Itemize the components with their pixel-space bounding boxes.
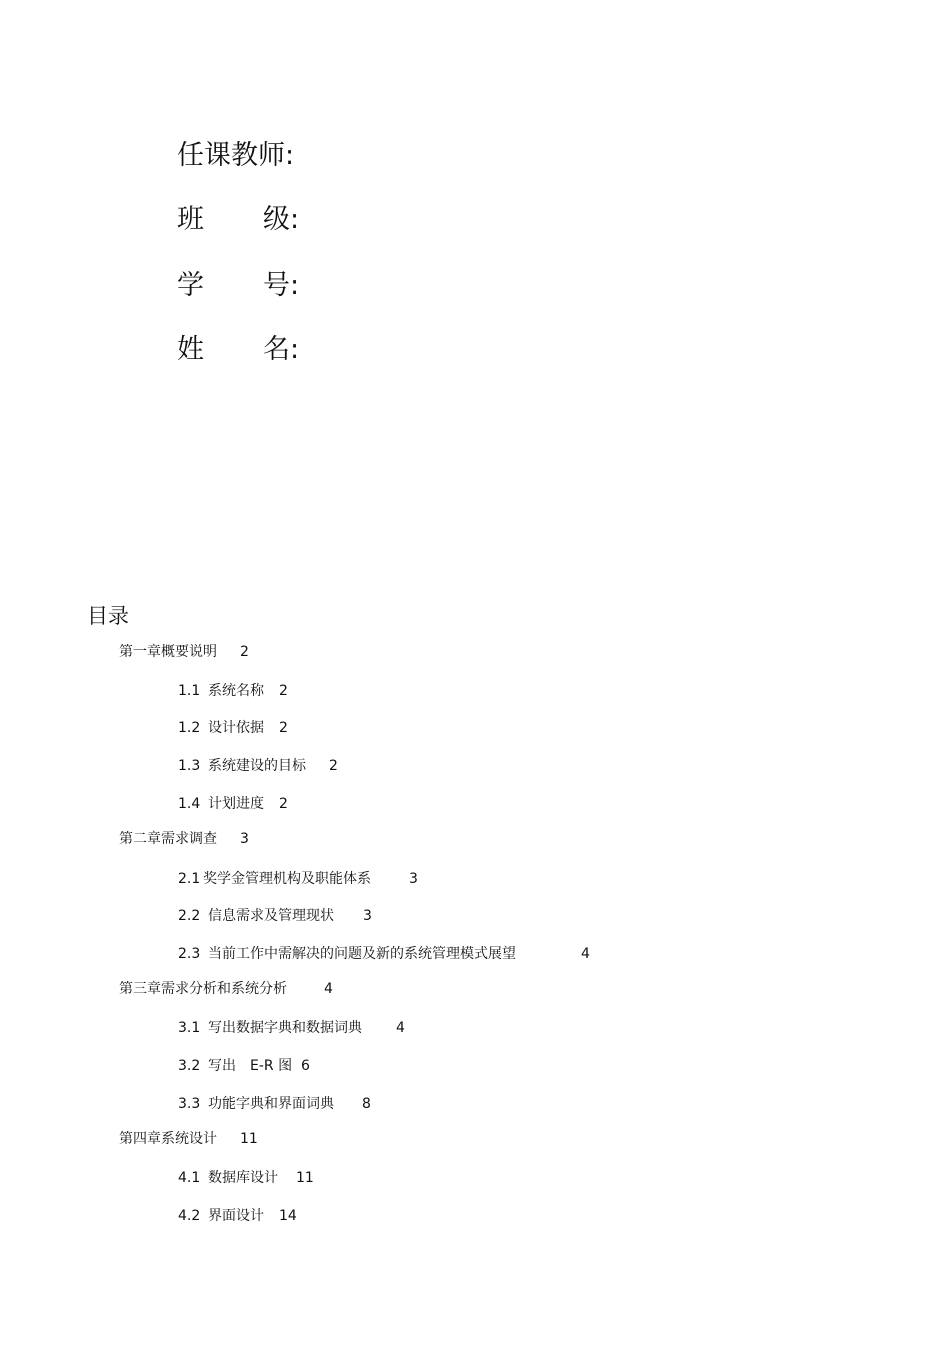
toc-text: 写出数据字典和数据词典	[208, 1020, 362, 1036]
toc-page: 3	[363, 908, 372, 924]
toc-text: 功能字典和界面词典	[208, 1096, 334, 1112]
toc-text: 系统建设的目标	[208, 758, 306, 774]
toc-page: 3	[409, 871, 418, 887]
toc-page: 8	[362, 1096, 371, 1112]
toc-title: 目录	[87, 604, 129, 628]
teacher-label: 任课教师:	[177, 140, 295, 171]
toc-text: 计划进度	[208, 796, 264, 812]
toc-page: 14	[279, 1208, 297, 1224]
toc-text: 第一章概要说明	[119, 644, 217, 660]
toc-text: 第三章需求分析和系统分析	[119, 981, 287, 997]
toc-num: 1.3	[178, 758, 201, 774]
name-label-char2: 名:	[263, 334, 300, 365]
toc-num: 2.2	[178, 908, 201, 924]
class-label-char2: 级:	[263, 204, 300, 235]
toc-num: 2.3	[178, 946, 201, 962]
toc-text: 当前工作中需解决的问题及新的系统管理模式展望	[208, 946, 516, 962]
class-label-char1: 班	[177, 204, 204, 235]
toc-num: 1.1	[178, 683, 201, 699]
toc-page: 3	[240, 831, 249, 847]
toc-num: 4.2	[178, 1208, 201, 1224]
toc-page: 4	[396, 1020, 405, 1036]
toc-page: 11	[296, 1170, 314, 1186]
toc-num: 2.1	[178, 871, 201, 887]
toc-text: 数据库设计	[208, 1170, 278, 1186]
toc-page: 2	[279, 796, 288, 812]
toc-text: 信息需求及管理现状	[208, 908, 334, 924]
toc-num: 4.1	[178, 1170, 201, 1186]
toc-num: 3.2	[178, 1058, 201, 1074]
toc-text: 第二章需求调查	[119, 831, 217, 847]
student-id-label-char1: 学	[177, 270, 204, 301]
toc-text: 第四章系统设计	[119, 1131, 217, 1147]
toc-page: 4	[581, 946, 590, 962]
toc-text: 设计依据	[208, 720, 264, 736]
toc-page: 2	[279, 720, 288, 736]
toc-page: 2	[329, 758, 338, 774]
toc-num: 1.4	[178, 796, 201, 812]
toc-page: 4	[324, 981, 333, 997]
toc-text: 界面设计	[208, 1208, 264, 1224]
toc-page: 11	[240, 1131, 258, 1147]
toc-page: 2	[240, 644, 249, 660]
name-label-char1: 姓	[177, 334, 204, 365]
toc-num: 1.2	[178, 720, 201, 736]
toc-text-er: E-R 图	[250, 1058, 293, 1074]
student-id-label-char2: 号:	[263, 270, 300, 301]
toc-text: 奖学金管理机构及职能体系	[203, 871, 371, 887]
toc-text: 写出	[208, 1058, 236, 1074]
toc-num: 3.3	[178, 1096, 201, 1112]
toc-num: 3.1	[178, 1020, 201, 1036]
toc-page: 6	[301, 1058, 310, 1074]
toc-page: 2	[279, 683, 288, 699]
toc-text: 系统名称	[208, 683, 264, 699]
